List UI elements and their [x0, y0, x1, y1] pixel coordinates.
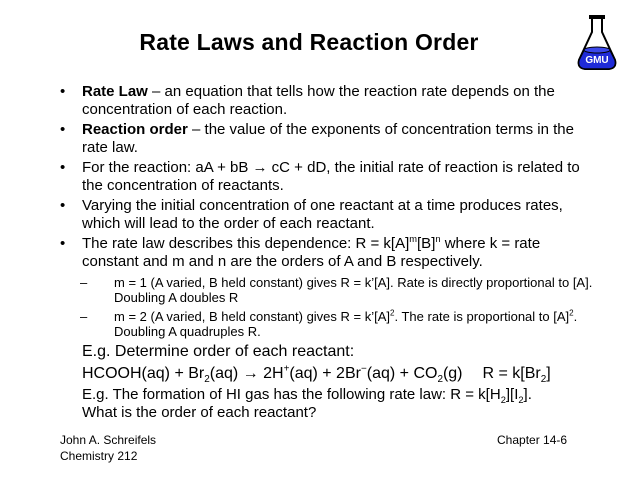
- bullet-reaction-order: • Reaction order – the value of the exponents of concentration terms in the rate law.: [60, 121, 574, 156]
- footer-chapter: Chapter 14-6: [497, 433, 568, 447]
- bullet-text: For the reaction: aA + bB → cC + dD, the initial rate of reaction is related to the concentration of reactants.: [82, 159, 580, 194]
- example-equation: HCOOH(aq) + $Br_2(aq) \to 2H^+(aq) + 2Br^-(aq) + CO_2(g) R = k[Br_2]$: [82, 363, 551, 386]
- sub-bullet-first-order: – m = 1 (A varied, B held constant) gives R = k’[A]. Rate is directly proportional to [A]. Doubling A doubles R: [80, 275, 593, 305]
- term-rate-law: Rate Law: [82, 83, 148, 100]
- bullet-rate-law: • Rate Law – an equation that tells how the reaction rate depends on the concentration of each reaction.: [60, 83, 555, 118]
- sub-bullet-second-order: – m = 2 (A varied, B held constant) gives $R = k’[A]^2$. The rate is proportional to $[A]^2$. Doubling A quadruples R.: [80, 308, 578, 339]
- bullet-text: – an equation that tells how the reaction rate depends on the concentration of each reaction.: [82, 83, 555, 118]
- bullet-reaction: • For the reaction: aA + bB → cC + dD, the initial rate of reaction is related to the concentration of reactants.: [60, 159, 580, 194]
- bullet-text: – the value of the exponents of concentration terms in the rate law.: [82, 121, 574, 156]
- flask-icon: [575, 14, 619, 72]
- slide-title: Rate Laws and Reaction Order: [139, 29, 479, 55]
- term-reaction-order: Reaction order: [82, 121, 188, 138]
- example-hi-formation: E.g. The formation of HI gas has the following rate law: $R = k[H_2][I_2]$. What is the order of each reactant?: [82, 386, 532, 421]
- bullet-rate-law-dependence: • The rate law describes this dependence: $R = k[A]^m[B]^n$ where k = rate constant and m and n are the orders of A and B respectively.: [60, 234, 541, 270]
- example-determine-order: E.g. Determine order of each reactant:: [82, 343, 355, 360]
- footer-author: John A. Schreifels Chemistry 212: [60, 433, 157, 463]
- logo-text: GMU: [585, 55, 609, 66]
- bullet-varying: • Varying the initial concentration of one reactant at a time produces rates, which will lead to the order of each reactant.: [60, 197, 563, 232]
- bullet-text: Varying the initial concentration of one reactant at a time produces rates, which will lead to the order of each reactant.: [82, 197, 563, 232]
- slide-body: [60, 83, 600, 422]
